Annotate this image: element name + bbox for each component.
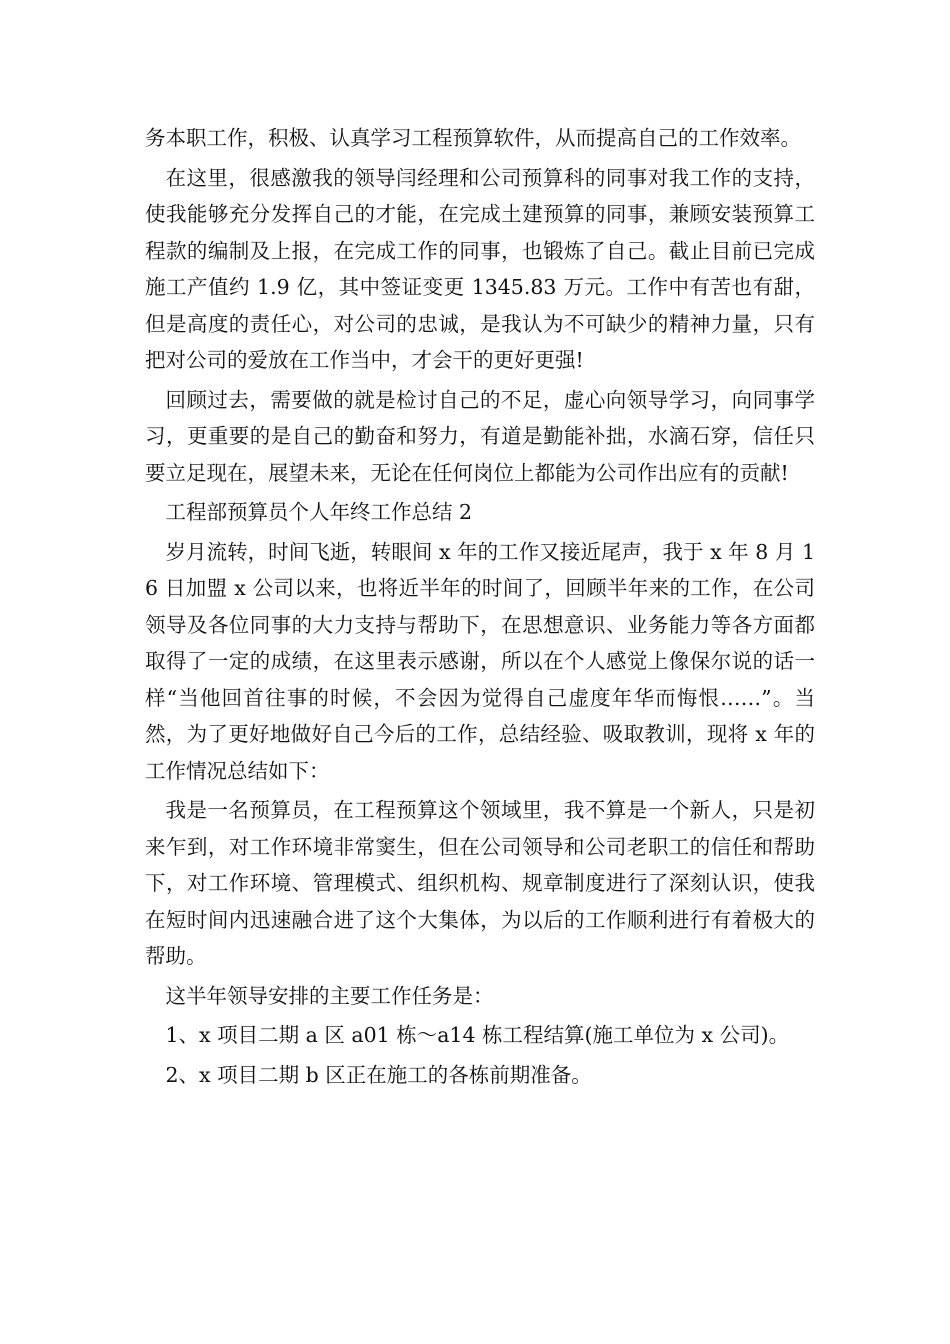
- list-item-1: 1、x 项目二期 a 区 a01 栋～a14 栋工程结算(施工单位为 x 公司)。: [165, 1023, 790, 1047]
- paragraph-4: 岁月流转，时间飞逝，转眼间 x 年的工作又接近尾声，我于 x 年 8 月 16 日加盟 x 公司以来，也将近半年的时间了，回顾半年来的工作，在公司领导及各位同事的大力支持与帮助下，在思想意识、业务能力等各方面都取得了一定的成绩，在这里表示感谢，所以在个人感觉上像保尔说的话一样“当他回首往事的时候，不会因为觉得自己虚度年华而悔恨……”。当然，为了更好地做好自己今后的工作，总结经验、吸取教训，现将 x 年的工作情况总结如下：: [145, 539, 815, 783]
- list-item-2: 2、x 项目二期 b 区正在施工的各栋前期准备。: [165, 1062, 592, 1087]
- paragraph-6: 这半年领导安排的主要工作任务是：: [165, 983, 494, 1008]
- paragraph-2: 在这里，很感激我的领导闫经理和公司预算科的同事对我工作的支持，使我能够充分发挥自己的才能，在完成土建预算的同事，兼顾安装预算工程款的编制及上报，在完成工作的同事，也锻炼了自己。截止目前已完成施工产值约 1.9 亿，其中签证变更 1345.83 万元。工作中有苦也有甜，但是高度的责任心，对公司的忠诚，是我认为不可缺少的精神力量，只有把对公司的爱放在工作当中，才会干的更好更强!: [145, 165, 815, 372]
- document-page: [145, 120, 815, 1093]
- section-heading: 工程部预算员个人年终工作总结 2: [165, 500, 473, 524]
- paragraph-3: 回顾过去，需要做的就是检讨自己的不足，虚心向领导学习，向同事学习，更重要的是自己的勤奋和努力，有道是勤能补拙，水滴石穿，信任只要立足现在，展望未来，无论在任何岗位上都能为公司作出应有的贡献!: [145, 387, 815, 485]
- paragraph-5: 我是一名预算员，在工程预算这个领域里，我不算是一个新人，只是初来乍到，对工作环境非常窦生，但在公司领导和公司老职工的信任和帮助下，对工作环境、管理模式、组织机构、规章制度进行了深刻认识，使我在短时间内迅速融合进了这个大集体，为以后的工作顺利进行有着极大的帮助。: [145, 798, 815, 968]
- paragraph-1: 务本职工作，积极、认真学习工程预算软件，从而提高自己的工作效率。: [145, 126, 801, 150]
